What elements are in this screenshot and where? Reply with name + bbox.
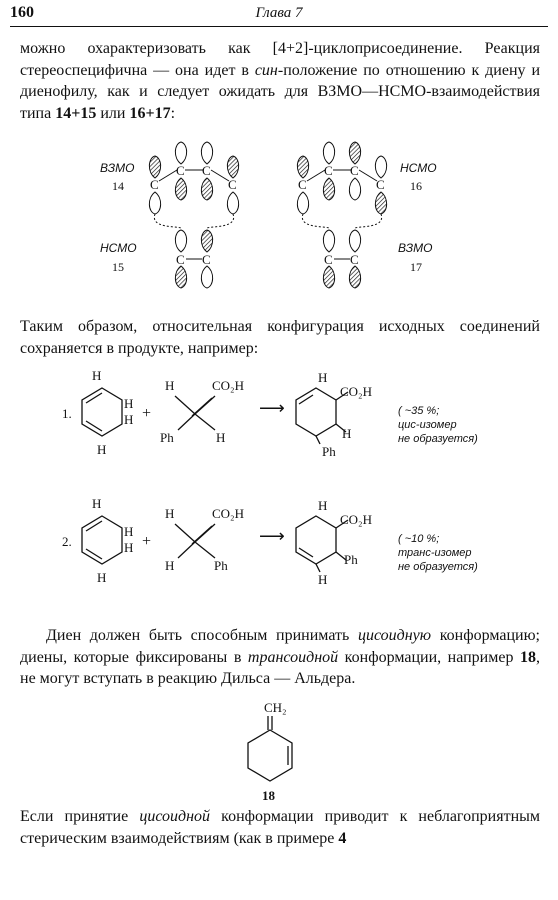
compound-18 bbox=[218, 698, 338, 808]
svg-text:Ph: Ph bbox=[344, 552, 358, 567]
svg-text:транс-изомер: транс-изомер bbox=[398, 547, 472, 559]
svg-text:H: H bbox=[97, 570, 107, 585]
paragraph-3: Диен должен быть способным принимать цисоидную конформацию; диены, которые фиксированы в трансоидной конформации, например 18, не могут вступать в реакцию Дильса — Альдера. bbox=[20, 627, 540, 687]
svg-text:H: H bbox=[318, 498, 328, 513]
svg-text:C: C bbox=[298, 177, 307, 192]
svg-text:ВЗМО: ВЗМО bbox=[100, 161, 135, 175]
svg-text:H: H bbox=[318, 572, 328, 587]
reaction-2 bbox=[0, 494, 558, 594]
svg-text:2.: 2. bbox=[62, 534, 72, 549]
svg-text:C: C bbox=[324, 252, 333, 267]
svg-text:CO₂H: CO₂H bbox=[212, 378, 244, 393]
svg-text:H: H bbox=[92, 368, 102, 383]
svg-text:1.: 1. bbox=[62, 406, 72, 421]
svg-text:18: 18 bbox=[262, 788, 275, 803]
svg-text:C: C bbox=[176, 252, 185, 267]
svg-text:C: C bbox=[350, 252, 359, 267]
paragraph-4: Если принятие цисоидной конформации приводит к неблагоприятным стерическим взаимодействиям (как в примере 4 bbox=[20, 808, 541, 847]
orbital-diagram bbox=[0, 140, 558, 300]
svg-text:H: H bbox=[124, 524, 134, 539]
svg-text:C: C bbox=[150, 177, 159, 192]
lumo-15 bbox=[100, 230, 213, 288]
svg-text:H: H bbox=[124, 412, 134, 427]
svg-text:H: H bbox=[124, 540, 134, 555]
svg-text:C: C bbox=[324, 163, 333, 178]
svg-text:C: C bbox=[202, 252, 211, 267]
svg-text:H: H bbox=[165, 378, 175, 393]
svg-text:H: H bbox=[165, 506, 175, 521]
svg-text:+: + bbox=[142, 533, 152, 550]
svg-text:14: 14 bbox=[112, 179, 124, 193]
svg-text:C: C bbox=[176, 163, 185, 178]
svg-text:Ph: Ph bbox=[214, 558, 228, 573]
reaction-1 bbox=[0, 366, 558, 466]
svg-text:CH₂: CH₂ bbox=[264, 700, 287, 715]
svg-text:H: H bbox=[165, 558, 175, 573]
svg-text:+: + bbox=[142, 405, 152, 422]
svg-text:H: H bbox=[318, 370, 328, 385]
svg-text:H: H bbox=[97, 442, 107, 457]
chapter-title: Глава 7 bbox=[255, 5, 303, 21]
homo-14 bbox=[100, 142, 239, 214]
svg-text:ВЗМО: ВЗМО bbox=[398, 241, 433, 255]
svg-text:CO₂H: CO₂H bbox=[340, 384, 372, 399]
svg-text:( ~35 %;: ( ~35 %; bbox=[398, 405, 440, 417]
svg-text:16: 16 bbox=[410, 179, 422, 193]
svg-text:C: C bbox=[228, 177, 237, 192]
svg-text:⟶: ⟶ bbox=[259, 526, 285, 546]
paragraph-1: можно охарактеризовать как [4+2]-циклоприсоединение. Реакция стереоспецифична — она идет в син-положение по отношению к диену и диенофилу, как и следует ожидать для ВЗМО—НСМО-взаимодействия типа 14+15 или 16+17: bbox=[20, 40, 541, 122]
svg-text:не образуется): не образуется) bbox=[398, 433, 478, 445]
svg-text:CO₂H: CO₂H bbox=[212, 506, 244, 521]
svg-text:НСМО: НСМО bbox=[100, 241, 137, 255]
svg-text:H: H bbox=[342, 426, 352, 441]
lumo-16 bbox=[297, 142, 436, 214]
homo-17 bbox=[323, 230, 432, 288]
svg-text:⟶: ⟶ bbox=[259, 398, 285, 418]
svg-text:17: 17 bbox=[410, 260, 422, 274]
svg-text:H: H bbox=[216, 430, 226, 445]
svg-text:Ph: Ph bbox=[160, 430, 174, 445]
svg-text:CO₂H: CO₂H bbox=[340, 512, 372, 527]
svg-text:C: C bbox=[202, 163, 211, 178]
header-rule bbox=[10, 26, 548, 27]
svg-text:15: 15 bbox=[112, 260, 124, 274]
svg-text:НСМО: НСМО bbox=[400, 161, 437, 175]
svg-text:H: H bbox=[124, 396, 134, 411]
svg-text:C: C bbox=[376, 177, 385, 192]
svg-text:цис-изомер: цис-изомер bbox=[398, 419, 457, 431]
svg-text:Ph: Ph bbox=[322, 444, 336, 459]
svg-text:не образуется): не образуется) bbox=[398, 561, 478, 573]
paragraph-2: Таким образом, относительная конфигурация исходных соединений сохраняется в продукте, например: bbox=[20, 318, 540, 357]
svg-text:C: C bbox=[350, 163, 359, 178]
svg-text:( ~10 %;: ( ~10 %; bbox=[398, 533, 440, 545]
svg-text:H: H bbox=[92, 496, 102, 511]
page-number: 160 bbox=[10, 4, 34, 21]
